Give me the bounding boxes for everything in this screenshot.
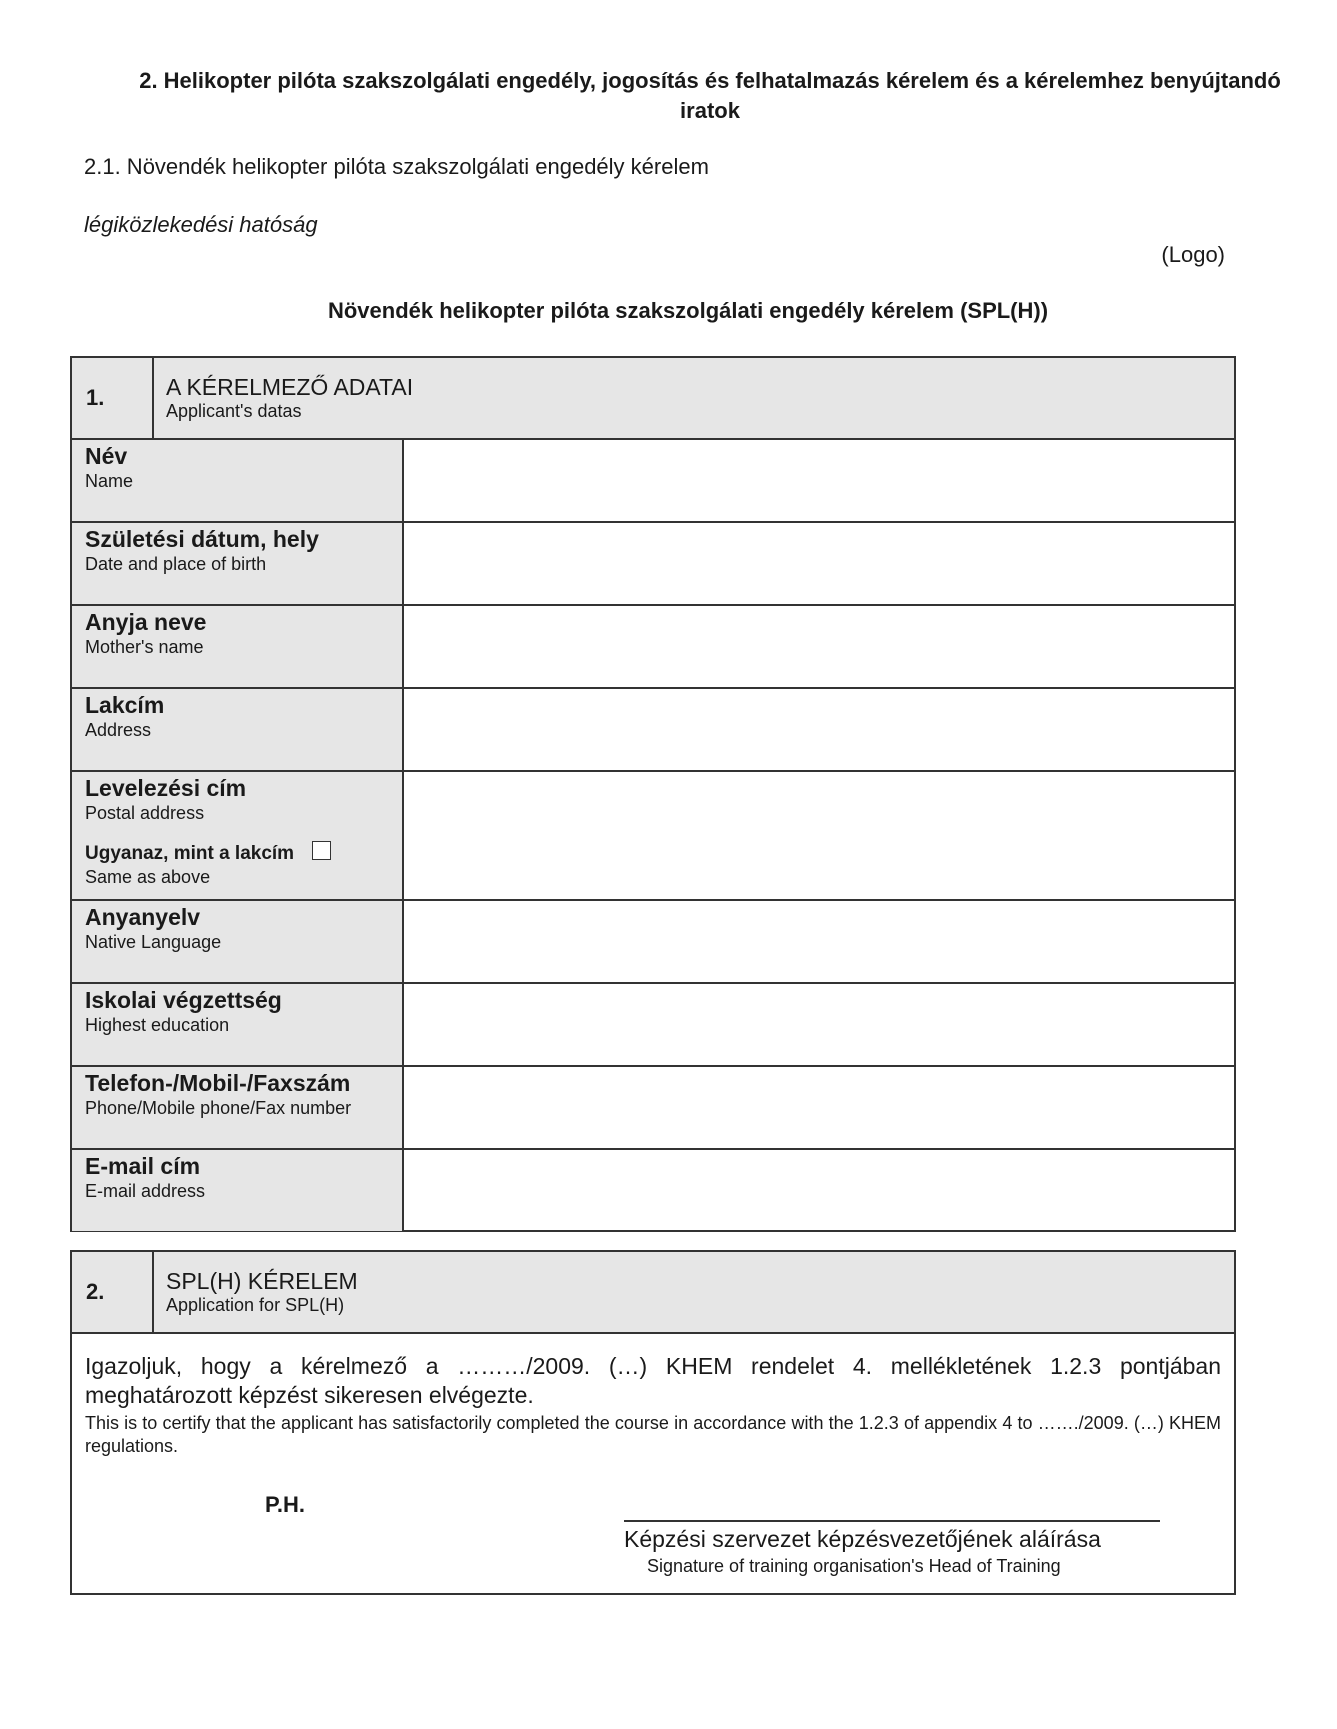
- document-heading: 2. Helikopter pilóta szakszolgálati engedély, jogosítás és felhatalmazás kérelem és a kérelemhez benyújtandó iratok: [139, 68, 1281, 123]
- label-hu: Név: [85, 443, 128, 469]
- label-hu: Telefon-/Mobil-/Faxszám: [85, 1070, 351, 1096]
- section-header: [72, 358, 1234, 440]
- same-as-above-option: [85, 843, 402, 865]
- section-number: 2.: [72, 1252, 154, 1332]
- label-en: Mother's name: [85, 637, 204, 657]
- label-en: Date and place of birth: [85, 554, 267, 574]
- field-label: [72, 440, 404, 521]
- email-field[interactable]: [404, 1150, 1234, 1231]
- address-field[interactable]: [404, 689, 1234, 770]
- label-en: Address: [85, 720, 152, 740]
- certification-hu: Igazoljuk, hogy a kérelmező a ………/2009. (…) KHEM rendelet 4. mellékletének 1.2.3 pontjában meghatározott képzést sikeresen elvégezte.: [85, 1353, 1221, 1408]
- field-label: [72, 901, 404, 982]
- field-label: [72, 689, 404, 770]
- row-email: [72, 1150, 1234, 1231]
- native-language-field[interactable]: [404, 901, 1234, 982]
- signature-line[interactable]: [624, 1520, 1160, 1522]
- row-birth: [72, 523, 1234, 606]
- row-name: [72, 440, 1234, 523]
- label-hu: Iskolai végzettség: [85, 987, 282, 1013]
- applicant-data-table: [70, 356, 1236, 1232]
- label-hu: Lakcím: [85, 692, 165, 718]
- row-mother: [72, 606, 1234, 689]
- education-field[interactable]: [404, 984, 1234, 1065]
- section-title-hu: A KÉRELMEZŐ ADATAI: [166, 374, 414, 400]
- signature-label-en: Signature of training organisation's Head of Training: [647, 1556, 1061, 1576]
- field-label: [72, 772, 404, 899]
- row-postal-address: [72, 772, 1234, 901]
- row-address: [72, 689, 1234, 772]
- logo-placeholder: (Logo): [1161, 242, 1225, 267]
- authority-name: légiközlekedési hatóság: [84, 212, 318, 237]
- row-phone: [72, 1067, 1234, 1150]
- birth-date-place-field[interactable]: [404, 523, 1234, 604]
- signature-label-hu: Képzési szervezet képzésvezetőjének aláírása: [624, 1526, 1101, 1552]
- label-en: Highest education: [85, 1015, 230, 1035]
- label-hu: Születési dátum, hely: [85, 526, 319, 552]
- section-title: [154, 358, 413, 438]
- label-en: Phone/Mobile phone/Fax number: [85, 1098, 352, 1118]
- row-education: [72, 984, 1234, 1067]
- mother-name-field[interactable]: [404, 606, 1234, 687]
- label-en: Native Language: [85, 932, 222, 952]
- row-native-language: [72, 901, 1234, 984]
- label-en: Name: [85, 471, 134, 491]
- section-number: 1.: [72, 358, 154, 438]
- label-en: E-mail address: [85, 1181, 206, 1201]
- field-label: [72, 606, 404, 687]
- label-hu: Levelezési cím: [85, 775, 247, 801]
- field-label: [72, 1067, 404, 1148]
- field-label: [72, 1150, 404, 1231]
- same-as-above-label: Ugyanaz, mint a lakcím: [85, 843, 295, 864]
- certification-en: This is to certify that the applicant has satisfactorily completed the course in accordance with the 1.2.3 of appendix 4 to ……./2009. (…) KHEM regulations.: [85, 1413, 1221, 1456]
- field-label: [72, 523, 404, 604]
- form-title: Növendék helikopter pilóta szakszolgálati engedély kérelem (SPL(H)): [327, 298, 1049, 323]
- subsection-title: 2.1. Növendék helikopter pilóta szakszolgálati engedély kérelem: [84, 154, 709, 179]
- phone-field[interactable]: [404, 1067, 1234, 1148]
- application-table: [70, 1250, 1236, 1595]
- label-hu: E-mail cím: [85, 1153, 201, 1179]
- same-as-above-label-en: Same as above: [85, 867, 211, 887]
- label-hu: Anyanyelv: [85, 904, 201, 930]
- section-title-en: Applicant's datas: [166, 401, 302, 421]
- section-title: [154, 1252, 358, 1332]
- section-header: [72, 1252, 1234, 1334]
- label-hu: Anyja neve: [85, 609, 207, 635]
- section-title-en: Application for SPL(H): [166, 1295, 345, 1315]
- same-as-above-checkbox[interactable]: [312, 841, 331, 860]
- label-en: Postal address: [85, 803, 205, 823]
- field-label: [72, 984, 404, 1065]
- section-title-hu: SPL(H) KÉRELEM: [166, 1268, 358, 1294]
- name-field[interactable]: [404, 440, 1234, 521]
- postal-address-field[interactable]: [404, 772, 1234, 899]
- certification-text: [72, 1334, 1234, 1458]
- stamp-placeholder: P.H.: [265, 1492, 305, 1517]
